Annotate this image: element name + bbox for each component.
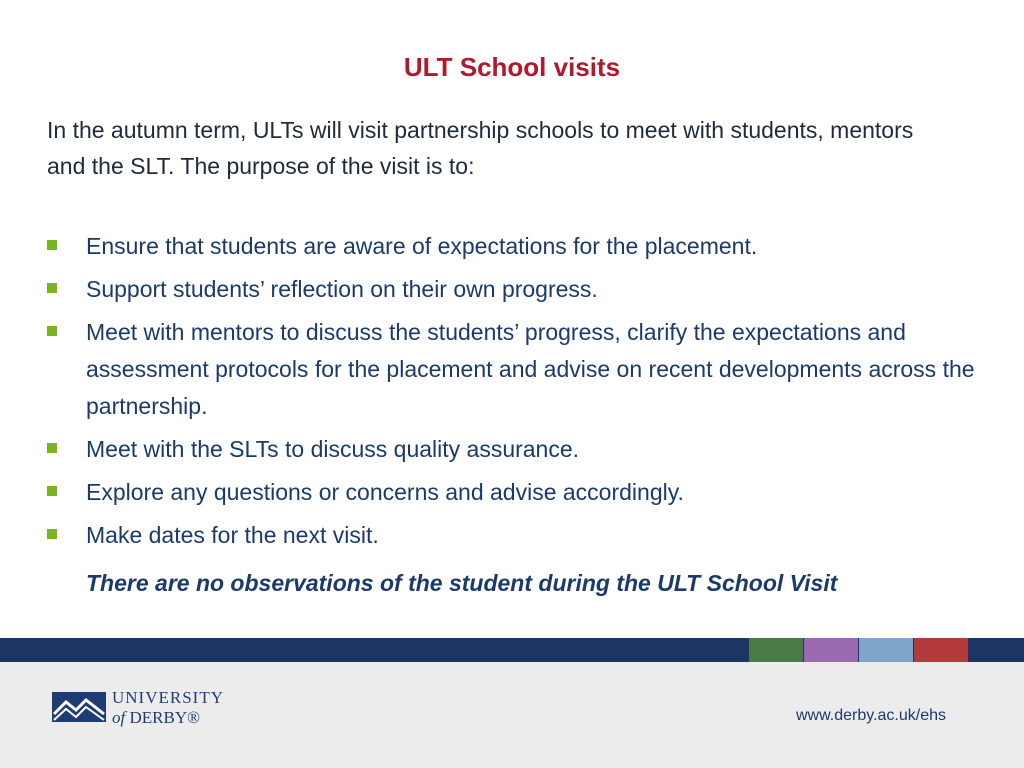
bullet-text: Meet with mentors to discuss the students’ progress, clarify the expectations and assessment protocols for the placement and advise on recent developments across the partnership. bbox=[86, 319, 975, 419]
bullet-item bbox=[47, 517, 987, 554]
bullet-text: Meet with the SLTs to discuss quality assurance. bbox=[86, 436, 580, 462]
bullet-item bbox=[47, 431, 987, 468]
slide-title: ULT School visits bbox=[403, 52, 621, 82]
bullet-text: Ensure that students are aware of expectations for the placement. bbox=[86, 233, 758, 259]
color-swatch-blue bbox=[859, 638, 913, 662]
website-link[interactable]: www.derby.ac.uk/ehs bbox=[796, 707, 946, 724]
logo-text-university: UNIVERSITY bbox=[112, 688, 224, 707]
bullet-item bbox=[47, 228, 987, 265]
bullet-item bbox=[47, 271, 987, 308]
logo-text-derby bbox=[112, 708, 200, 728]
color-swatch-red bbox=[914, 638, 968, 662]
intro-paragraph: In the autumn term, ULTs will visit partnership schools to meet with students, mentors and the SLT. The purpose of the visit is to: bbox=[47, 117, 914, 179]
color-swatch-green bbox=[749, 638, 803, 662]
square-bullet-icon bbox=[47, 326, 57, 336]
bullet-item bbox=[47, 314, 987, 425]
bullet-list bbox=[47, 228, 987, 560]
color-swatch-purple bbox=[804, 638, 858, 662]
square-bullet-icon bbox=[47, 240, 57, 250]
observation-note: There are no observations of the student during the ULT School Visit bbox=[86, 570, 838, 596]
bullet-item bbox=[47, 474, 987, 511]
square-bullet-icon bbox=[47, 283, 57, 293]
square-bullet-icon bbox=[47, 486, 57, 496]
square-bullet-icon bbox=[47, 529, 57, 539]
university-logo bbox=[52, 688, 242, 730]
bullet-text: Support students’ reflection on their own progress. bbox=[86, 276, 598, 302]
logo-text-of: of bbox=[112, 708, 126, 727]
logo-text-name: DERBY® bbox=[125, 708, 201, 727]
mountain-logo-icon bbox=[52, 692, 106, 722]
bullet-text: Explore any questions or concerns and advise accordingly. bbox=[86, 479, 684, 505]
bullet-text: Make dates for the next visit. bbox=[86, 522, 379, 548]
square-bullet-icon bbox=[47, 443, 57, 453]
